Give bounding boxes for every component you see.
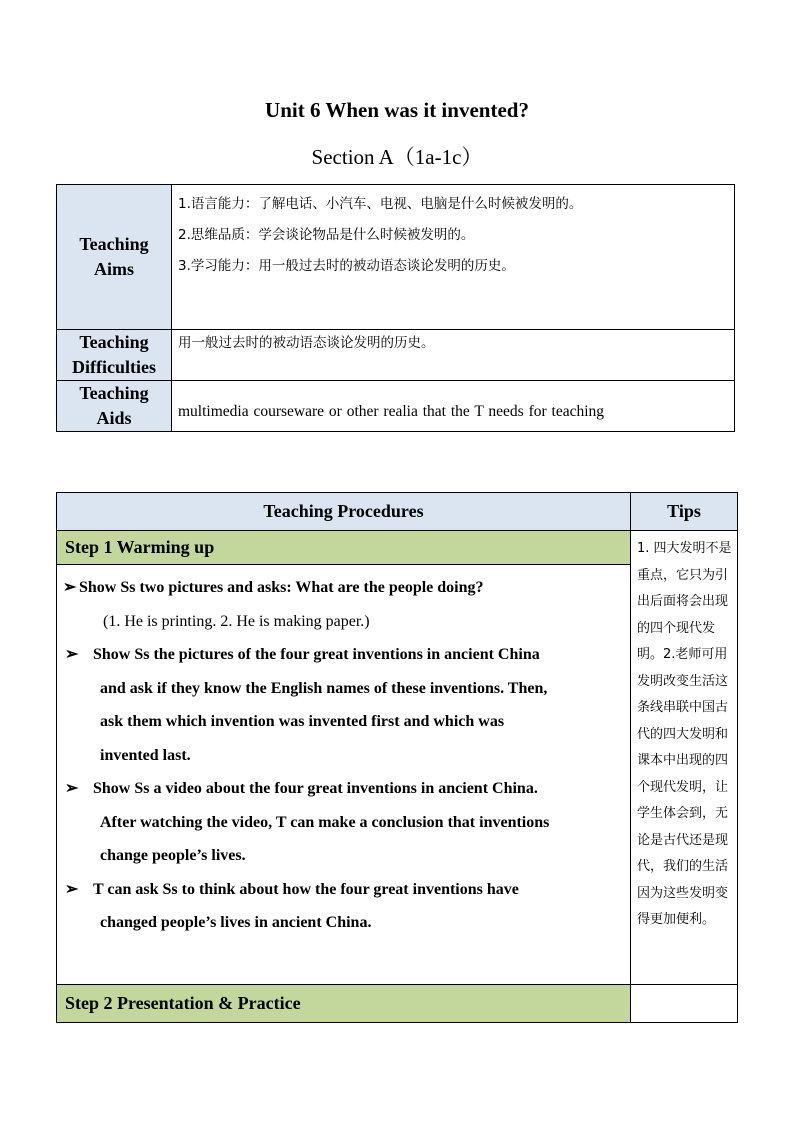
bullet-item: [63, 772, 620, 806]
aids-text: multimedia courseware or other realia that the T needs for teaching: [178, 403, 605, 420]
tips-header: Tips: [631, 493, 738, 531]
teaching-aids-row: [57, 381, 735, 432]
bullet-subtext: (1. He is printing. 2. He is making paper.): [103, 612, 370, 630]
aim-item: 1.语言能力：了解电话、小汽车、电视、电脑是什么时候被发明的。: [178, 196, 583, 212]
document-subtitle: Section A（1a-1c）: [311, 145, 483, 169]
bullet-item: [63, 638, 620, 672]
teaching-aims-label: [57, 185, 172, 330]
step2-row: [57, 985, 738, 1023]
label-line: Aids: [96, 408, 132, 428]
teaching-difficulties-row: [57, 330, 735, 381]
bullet-text: Show Ss two pictures and asks: What are the people doing?: [79, 579, 484, 596]
label-line: Teaching: [79, 234, 149, 254]
label-line: Teaching: [79, 383, 149, 403]
step1-heading: Step 1 Warming up: [57, 531, 631, 565]
procedures-header: Teaching Procedures: [57, 493, 631, 531]
teaching-aids-label: [57, 381, 172, 432]
label-line: Aims: [94, 259, 134, 279]
arrow-bullet-icon: ➢: [65, 646, 79, 663]
teaching-aims-content: [172, 185, 735, 330]
bullet-text: Show Ss a video about the four great inventions in ancient China.: [93, 780, 538, 797]
difficulties-text: 用一般过去时的被动语态谈论发明的历史。: [178, 335, 435, 351]
bullet-text-cont: changed people’s lives in ancient China.: [100, 914, 372, 931]
tips-content: 1. 四大发明不是重点，它只为引出后面将会出现的四个现代发明。2.老师可用发明改变生活这条线串联中国古代的四大发明和课本中出现的四个现代发明，让学生体会到，无论是古代还是现代，我们的生活因为这些发明变得更加便利。: [631, 531, 738, 985]
bullet-item: [63, 873, 620, 907]
bullet-text-cont: After watching the video, T can make a conclusion that inventions: [100, 813, 550, 831]
teaching-procedures-table: [56, 492, 738, 1023]
bullet-text: Show Ss the pictures of the four great inventions in ancient China: [93, 646, 540, 663]
step2-tips-empty: [631, 985, 738, 1023]
label-line: Difficulties: [72, 357, 156, 377]
arrow-bullet-icon: ➢: [65, 780, 79, 797]
aim-item: 2.思维品质：学会谈论物品是什么时候被发明的。: [178, 227, 475, 243]
lesson-info-table: [56, 184, 735, 432]
procedures-header-row: [57, 493, 738, 531]
teaching-aims-row: [57, 185, 735, 330]
document-title: Unit 6 When was it invented?: [265, 98, 529, 122]
bullet-text-cont: change people’s lives.: [100, 847, 246, 864]
teaching-difficulties-label: [57, 330, 172, 381]
bullet-text: T can ask Ss to think about how the four great inventions have: [93, 880, 519, 898]
aim-item: 3.学习能力：用一般过去时的被动语态谈论发明的历史。: [178, 258, 515, 274]
teaching-difficulties-content: [172, 330, 735, 381]
bullet-text-cont: ask them which invention was invented first and which was: [100, 713, 505, 730]
label-line: Teaching: [79, 332, 149, 352]
bullet-item: [63, 571, 620, 605]
bullet-text-cont: invented last.: [100, 746, 191, 764]
bullet-text-cont: and ask if they know the English names of these inventions. Then,: [100, 679, 548, 697]
teaching-aids-content: [172, 381, 735, 432]
step1-body: [57, 565, 631, 985]
arrow-bullet-icon: ➢: [63, 579, 77, 596]
arrow-bullet-icon: ➢: [65, 880, 79, 898]
step1-row: [57, 531, 738, 565]
step2-heading: Step 2 Presentation & Practice: [57, 985, 631, 1023]
